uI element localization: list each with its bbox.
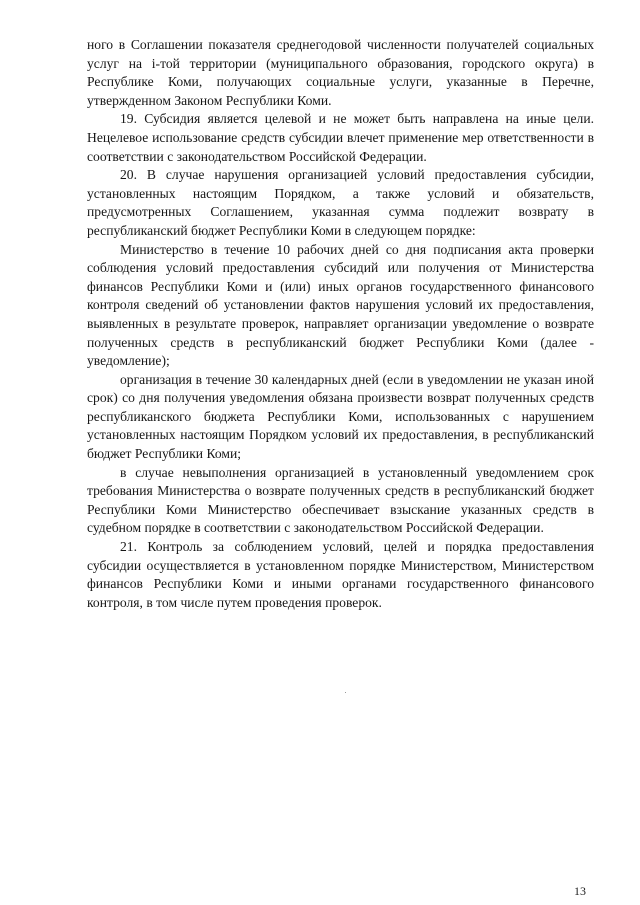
paragraph-20-ministry: Министерство в течение 10 рабочих дней со дня подписания акта проверки соблюдения условий предоставления субсидий или получения от Министерства финансов Республики Коми и (или) иных органов государственного финансового контроля сведений об установлении фактов нарушения условий их предоставления, выявленных в результате проверок, направляет организации уведомление о возврате полученных средств в республиканский бюджет Республики Коми (далее - уведомление); <box>87 241 594 369</box>
paragraph-19: 19. Субсидия является целевой и не может быть направлена на иные цели. Нецелевое использование средств субсидии влечет применение мер ответственности в соответствии с законодательством Российской Федерации. <box>87 111 594 164</box>
paragraph-21: 21. Контроль за соблюдением условий, целей и порядка предоставления субсидии осуществляется в установленном порядке Министерством, Министерством финансов Республики Коми и иными органами государственного финансового контроля, в том числе путем проведения проверок. <box>87 539 594 610</box>
page-number: 13 <box>574 884 586 898</box>
scan-speck <box>345 692 346 693</box>
paragraph-continuation: ного в Соглашении показателя среднегодовой численности получателей социальных услуг на i-той территории (муниципального образования, городского округа) в Республике Коми, получающих социальные услуги, указанные в Перечне, утвержденном Законом Республики Коми. <box>87 37 594 108</box>
document-body <box>87 36 594 612</box>
paragraph-20-enforcement: в случае невыполнения организацией в установленный уведомлением срок требования Министерства о возврате полученных средств в республиканский бюджет Республики Коми Министерство обеспечивает взыскание указанных средств в судебном порядке в соответствии с законодательством Российской Федерации. <box>87 464 594 536</box>
paragraph-20: 20. В случае нарушения организацией условий предоставления субсидии, установленных настоящим Порядком, а также условий и обязательств, предусмотренных Соглашением, указанная сумма подлежит возврату в республиканский бюджет Республики Коми в следующем порядке: <box>87 167 594 238</box>
paragraph-20-organization: организация в течение 30 календарных дней (если в уведомлении не указан иной срок) со дня получения уведомления обязана произвести возврат полученных средств республиканского бюджета Республики Коми, использованных с нарушением установленных настоящим Порядком условий их предоставления, в республиканский бюджет Республики Коми; <box>87 371 594 462</box>
